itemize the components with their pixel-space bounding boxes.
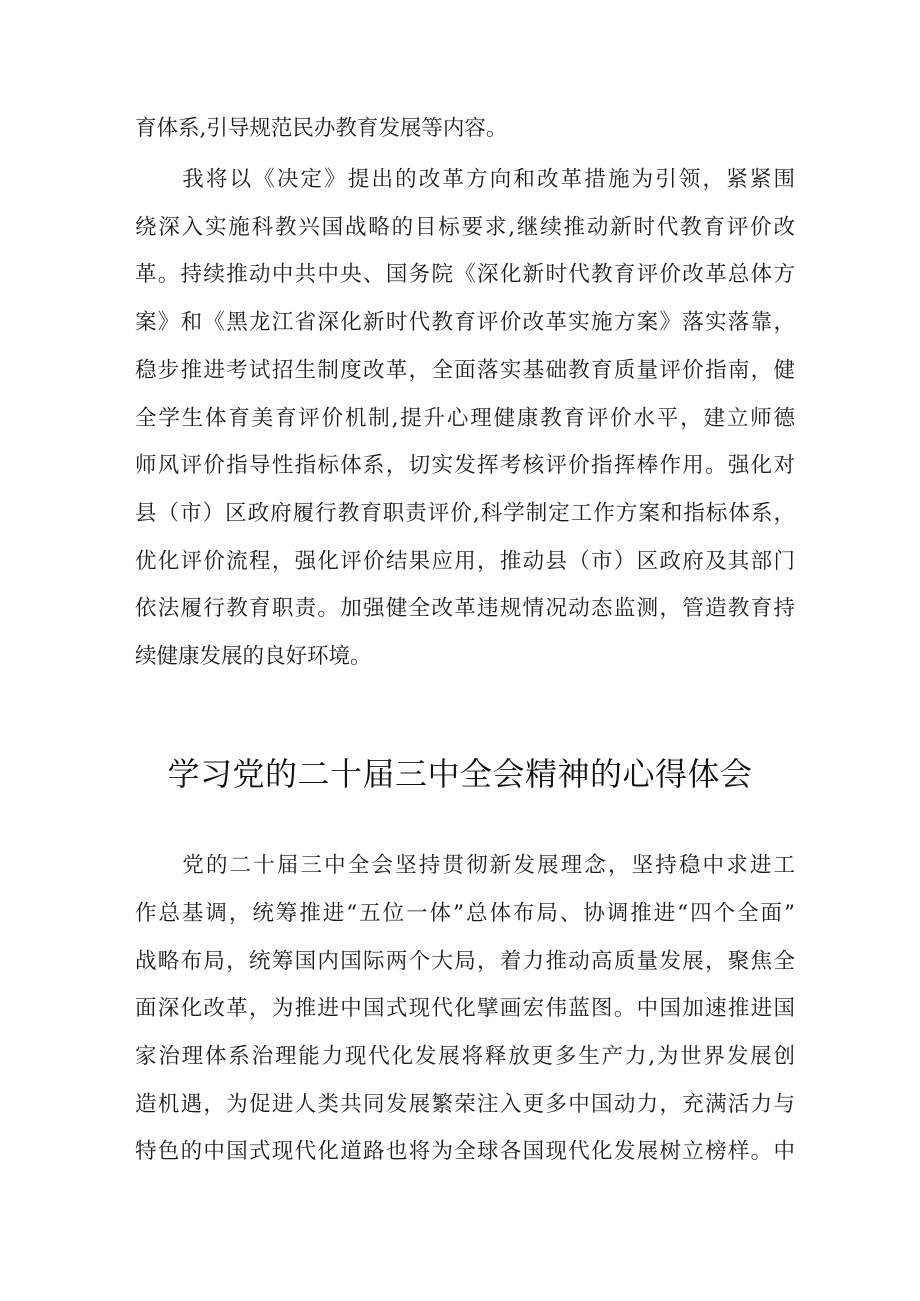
paragraph-line: 县（市）区政府履行教育职责评价,科学制定工作方案和指标体系， [135,501,795,526]
paragraph-line: 造机遇，为促进人类共同发展繁荣注入更多中国动力，充满活力与 [135,1092,795,1117]
paragraph-line: 优化评价流程，强化评价结果应用，推动县（市）区政府及其部门 [135,549,795,574]
paragraph-line: 育体系,引导规范民办教育发展等内容。 [135,116,508,141]
paragraph-line: 全学生体育美育评价机制,提升心理健康教育评价水平，建立师德 [135,406,795,431]
paragraph-line: 特色的中国式现代化道路也将为全球各国现代化发展树立榜样。中 [135,1139,795,1164]
paragraph-line: 党的二十届三中全会坚持贯彻新发展理念，坚持稳中求进工 [135,853,795,878]
paragraph-line: 依法履行教育职责。加强健全改革违规情况动态监测，管造教育持 [135,596,795,621]
paragraph-line: 作总基调，统筹推进“五位一体”总体布局、协调推进“四个全面” [135,901,795,926]
paragraph-line: 我将以《决定》提出的改革方向和改革措施为引领，紧紧围 [135,167,795,192]
paragraph-line: 续健康发展的良好环境。 [135,644,372,669]
paragraph-line: 战略布局，统筹国内国际两个大局，着力推动高质量发展，聚焦全 [135,949,795,974]
paragraph-line: 案》和《黑龙江省深化新时代教育评价改革实施方案》落实落靠， [135,310,795,335]
paragraph-line: 家治理体系治理能力现代化发展将释放更多生产力,为世界发展创 [135,1044,795,1069]
paragraph-line: 师风评价指导性指标体系，切实发挥考核评价指挥棒作用。强化对 [135,453,795,478]
paragraph-line: 稳步推进考试招生制度改革，全面落实基础教育质量评价指南，健 [135,358,795,383]
section-heading: 学习党的二十届三中全会精神的心得体会 [167,755,753,793]
paragraph-line: 革。持续推动中共中央、国务院《深化新时代教育评价改革总体方 [135,262,795,287]
paragraph-line: 绕深入实施科教兴国战略的目标要求,继续推动新时代教育评价改 [135,215,795,240]
paragraph-line: 面深化改革，为推进中国式现代化擘画宏伟蓝图。中国加速推进国 [135,996,795,1021]
